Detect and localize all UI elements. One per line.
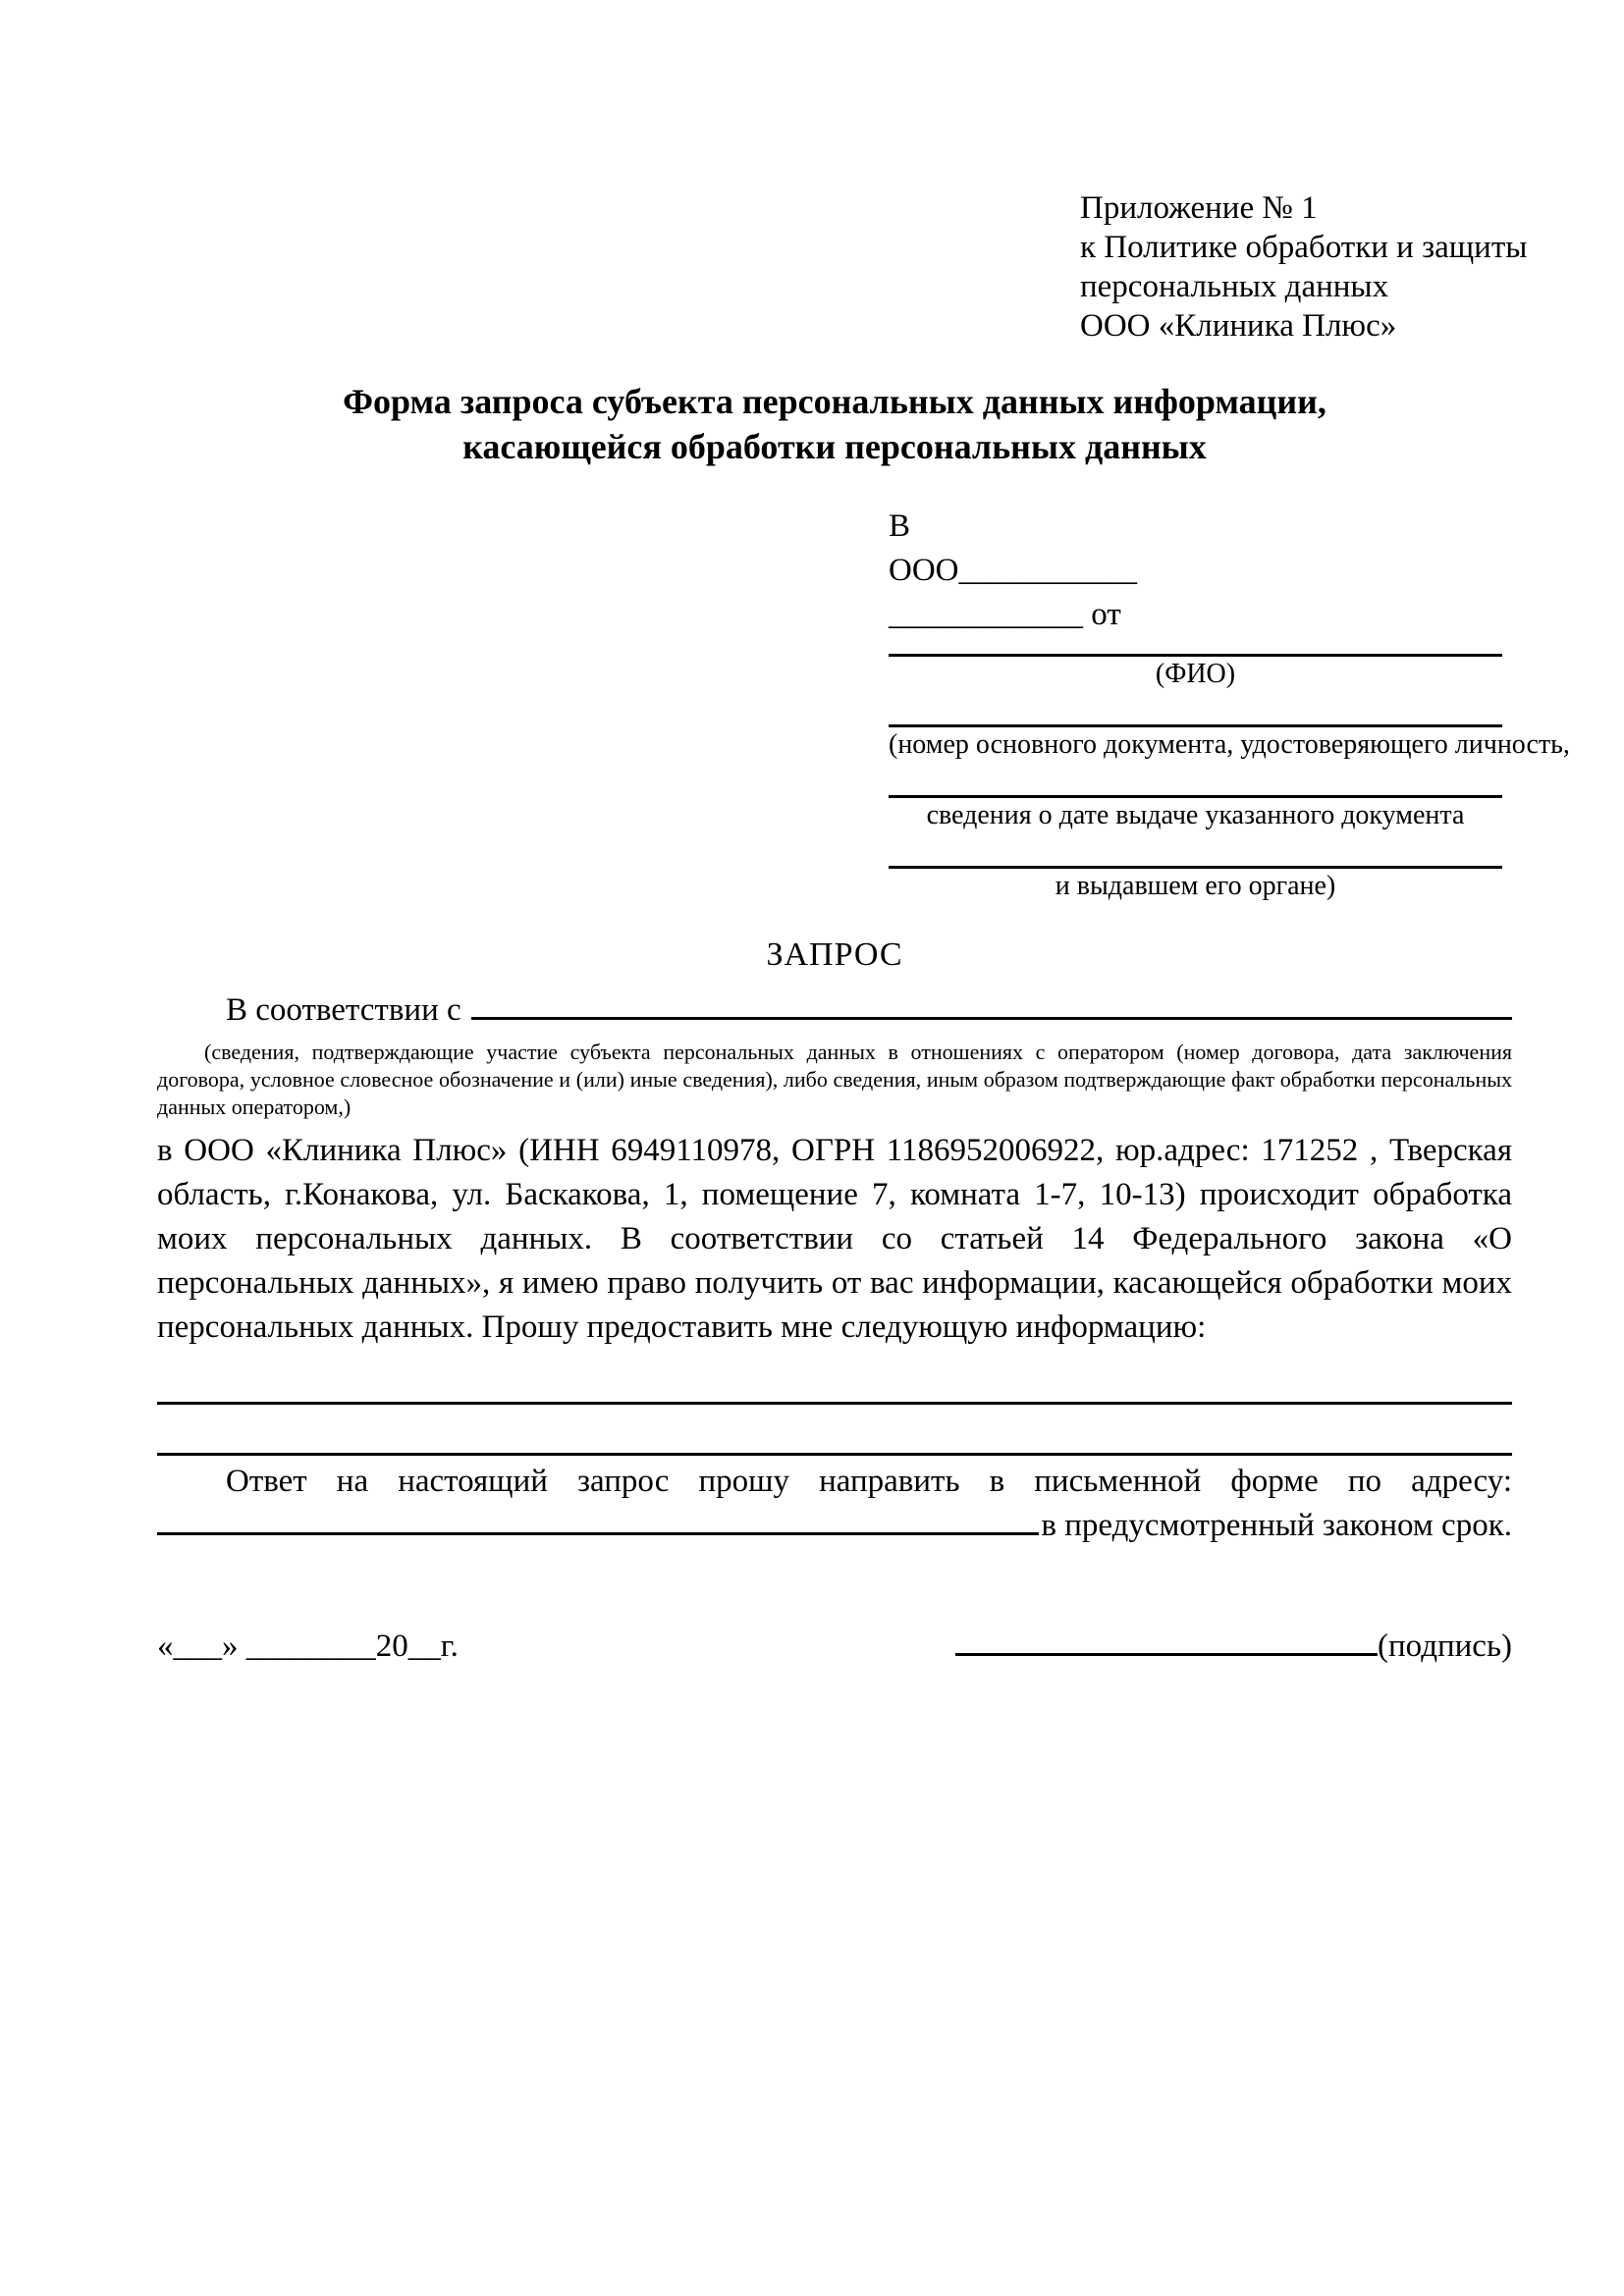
appendix-line-4: ООО «Клиника Плюс» <box>1080 308 1397 344</box>
request-heading: ЗАПРОС <box>766 936 903 973</box>
addressee-company-blank: ООО___________ <box>889 553 1137 588</box>
footer-row <box>157 1625 1512 1669</box>
appendix-line-3: персональных данных <box>1080 269 1389 304</box>
fio-blank-line <box>889 637 1502 657</box>
document-number-blank-line <box>889 708 1502 727</box>
signature-blank-line <box>955 1627 1378 1656</box>
reply-address-row <box>157 1504 1512 1548</box>
appendix-header <box>1080 188 1528 346</box>
reply-tail-text: в предусмотренный законом срок. <box>1041 1508 1512 1543</box>
document-number-caption: (номер основного документа, удостоверяющего личность, <box>889 729 1570 760</box>
addressee-block <box>889 505 1570 904</box>
addressee-from-blank: ____________ от <box>889 597 1121 632</box>
issue-date-caption: сведения о дате выдаче указанного документа <box>926 800 1465 830</box>
signature-group <box>955 1625 1512 1669</box>
appendix-line-1: Приложение № 1 <box>1080 190 1318 226</box>
reply-instruction: Ответ на настоящий запрос прошу направить в письменной форме по адресу: <box>226 1464 1512 1499</box>
legal-note: (сведения, подтверждающие участие субъекта персональных данных в отношениях с оператором (номер договора, дата заключения договора, условное словесное обозначение и (или) иные сведения), либо сведения, иным образом подтверждающие факт обработки персональных данных оператором,) <box>157 1040 1512 1119</box>
according-row <box>157 988 1512 1033</box>
fio-caption: (ФИО) <box>1155 659 1236 689</box>
appendix-line-2: к Политике обработки и защиты <box>1080 230 1528 265</box>
addressee-to-prefix: В <box>889 508 911 544</box>
according-prefix: В соответствии с <box>226 992 461 1028</box>
reply-address-blank-line <box>157 1506 1039 1535</box>
issue-date-blank-line <box>889 778 1502 798</box>
according-blank-line <box>471 990 1512 1020</box>
issuer-caption: и выдавшем его органе) <box>1055 871 1336 901</box>
answer-blank-line-2 <box>157 1405 1512 1456</box>
signature-caption: (подпись) <box>1378 1629 1512 1664</box>
answer-blank-line-1 <box>157 1350 1512 1405</box>
request-body-paragraph: в ООО «Клиника Плюс» (ИНН 6949110978, ОГРН 1186952006922, юр.адрес: 171252 , Тверская область, г.Конакова, ул. Баскакова, 1, помещение 7, комната 1-7, 10-13) происходит обработка моих персональных данных. В соответствии со статьей 14 Федерального закона «О персональных данных», я имею право получить от вас информации, касающейся обработки моих персональных данных. Прошу предоставить мне следующую информацию: <box>157 1133 1512 1345</box>
document-content <box>157 188 1570 1669</box>
issuer-blank-line <box>889 849 1502 869</box>
date-blank: «___» ________20__г. <box>157 1629 459 1664</box>
document-title: Форма запроса субъекта персональных данных информации, касающейся обработки персональных данных <box>343 382 1326 466</box>
